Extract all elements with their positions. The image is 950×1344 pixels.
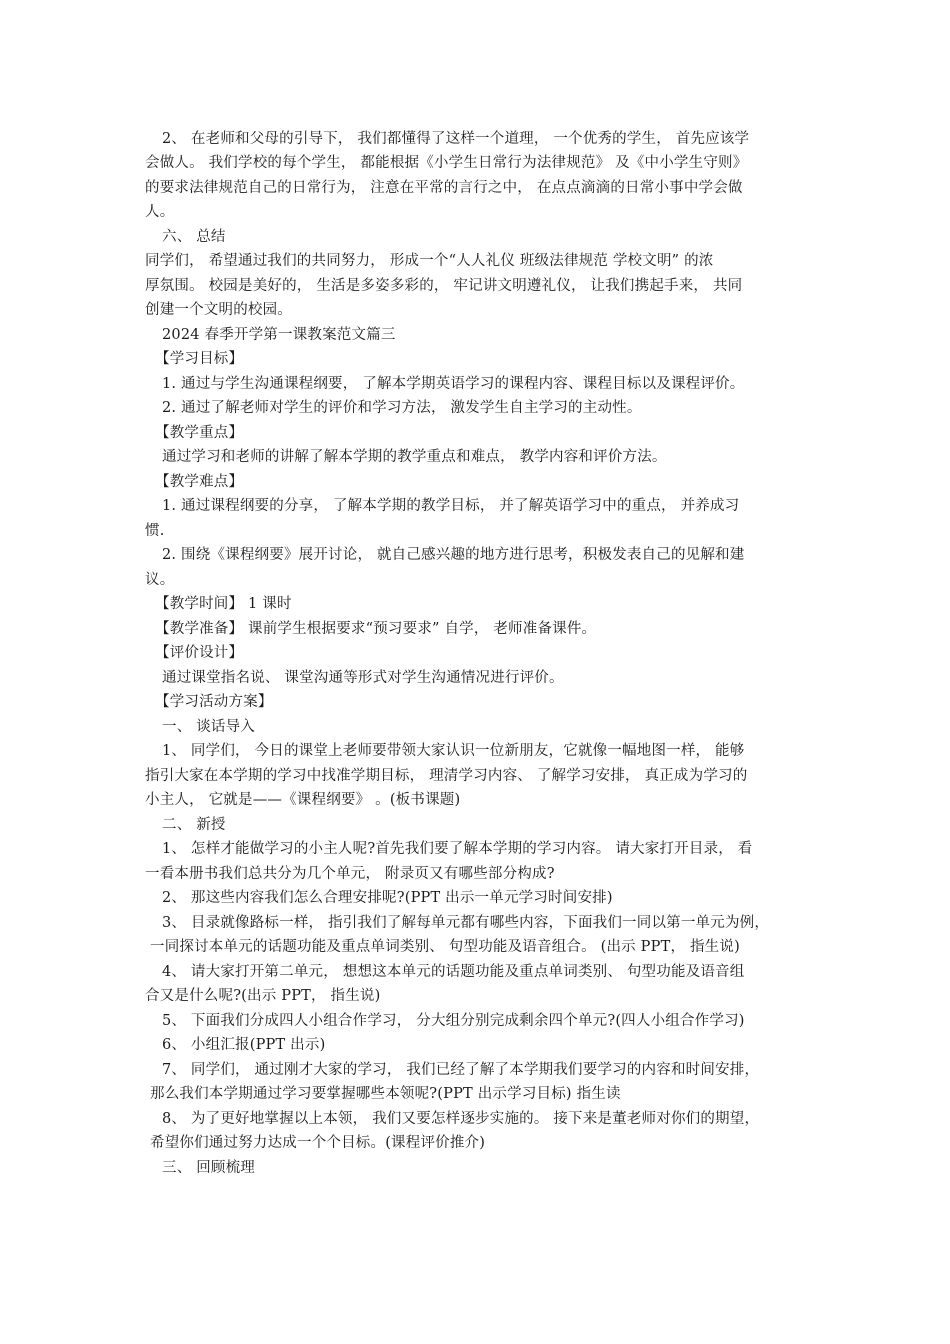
text-line: 2. 通过了解老师对学生的评价和学习方法， 激发学生自主学习的主动性。: [162, 400, 642, 416]
text-line: 人。: [145, 204, 175, 220]
section-heading: 六、 总结: [162, 229, 226, 245]
text-line: 6、 小组汇报(PPT 出示): [162, 1037, 326, 1053]
text-line: 厚氛围。 校园是美好的， 生活是多姿多彩的， 牢记讲文明遵礼仪， 让我们携起手来， 共同: [145, 278, 743, 294]
bracket-heading: 【教学重点】: [155, 425, 244, 441]
text-line: 3、 目录就像路标一样， 指引我们了解每单元都有哪些内容，下面我们一同以第一单元为例，: [162, 915, 770, 931]
text-line: 通过学习和老师的讲解了解本学期的教学重点和难点， 教学内容和评价方法。: [162, 449, 667, 465]
section-heading: 一、 谈话导入: [162, 719, 256, 735]
bracket-heading: 【教学时间】 1 课时: [155, 596, 292, 612]
text-line: 1、 同学们， 今日的课堂上老师要带领大家认识一位新朋友，它就像一幅地图一样， 能够: [162, 743, 745, 759]
section-heading: 三、 回顾梳理: [162, 1160, 256, 1176]
text-line: 7、 同学们， 通过刚才大家的学习， 我们已经了解了本学期我们要学习的内容和时间安排，: [162, 1062, 760, 1078]
text-line: 小主人， 它就是——《课程纲要》 。(板书课题): [145, 792, 461, 808]
text-line: 惯.: [145, 523, 165, 539]
text-line: 1、 怎样才能做学习的小主人呢?首先我们要了解本学期的学习内容。 请大家打开目录， 看: [162, 841, 753, 857]
bracket-heading: 【学习目标】: [155, 351, 244, 367]
text-line: 指引大家在本学期的学习中找准学期目标， 理清学习内容、 了解学习安排， 真正成为学习的: [145, 768, 748, 784]
text-line: 1. 通过课程纲要的分享， 了解本学期的教学目标， 并了解英语学习中的重点， 并养成习: [162, 498, 740, 514]
text-line: 合又是什么呢?(出示 PPT， 指生说): [145, 988, 381, 1004]
text-line: 2、 那这些内容我们怎么合理安排呢?(PPT 出示一单元学习时间安排): [162, 890, 613, 906]
text-line: 议。: [145, 572, 175, 588]
text-line: 2、 在老师和父母的引导下， 我们都懂得了这样一个道理， 一个优秀的学生， 首先应该学: [162, 131, 750, 147]
text-line: 的要求法律规范自己的日常行为， 注意在平常的言行之中， 在点点滴滴的日常小事中学会做: [145, 180, 743, 196]
text-line: 通过课堂指名说、 课堂沟通等形式对学生沟通情况进行评价。: [162, 670, 564, 686]
text-line: 那么我们本学期通过学习要掌握哪些本领呢?(PPT 出示学习目标) 指生读: [150, 1086, 621, 1102]
section-heading: 二、 新授: [162, 817, 226, 833]
bracket-heading: 【学习活动方案】: [155, 694, 273, 710]
text-line: 5、 下面我们分成四人小组合作学习， 分大组分别完成剩余四个单元?(四人小组合作学习): [162, 1013, 745, 1029]
article-title: 2024 春季开学第一课教案范文篇三: [162, 327, 396, 343]
text-line: 同学们， 希望通过我们的共同努力， 形成一个“人人礼仪 班级法律规范 学校文明” 的浓: [145, 253, 714, 269]
bracket-heading: 【评价设计】: [155, 645, 244, 661]
text-line: 一看本册书我们总共分为几个单元， 附录页又有哪些部分构成?: [145, 866, 555, 882]
text-line: 一同探讨本单元的话题功能及重点单词类别、 句型功能及语音组合。 (出示 PPT， 指生说): [150, 939, 740, 955]
text-line: 4、 请大家打开第二单元， 想想这本单元的话题功能及重点单词类别、 句型功能及语音组: [162, 964, 745, 980]
text-line: 会做人。 我们学校的每个学生， 都能根据《小学生日常行为法律规范》 及《中小学生守则》: [145, 155, 748, 171]
text-line: 2. 围绕《课程纲要》展开讨论， 就自己感兴趣的地方进行思考，积极发表自己的见解和建: [162, 547, 745, 563]
text-line: 8、 为了更好地掌握以上本领， 我们又要怎样逐步实施的。 接下来是董老师对你们的期望，: [162, 1111, 760, 1127]
text-line: 1. 通过与学生沟通课程纲要， 了解本学期英语学习的课程内容、课程目标以及课程评价。: [162, 376, 745, 392]
text-line: 创建一个文明的校园。: [145, 302, 292, 318]
text-line: 希望你们通过努力达成一个个目标。(课程评价推介): [150, 1135, 486, 1151]
bracket-heading: 【教学难点】: [155, 474, 244, 490]
bracket-heading: 【教学准备】 课前学生根据要求“预习要求” 自学， 老师准备课件。: [155, 621, 597, 637]
